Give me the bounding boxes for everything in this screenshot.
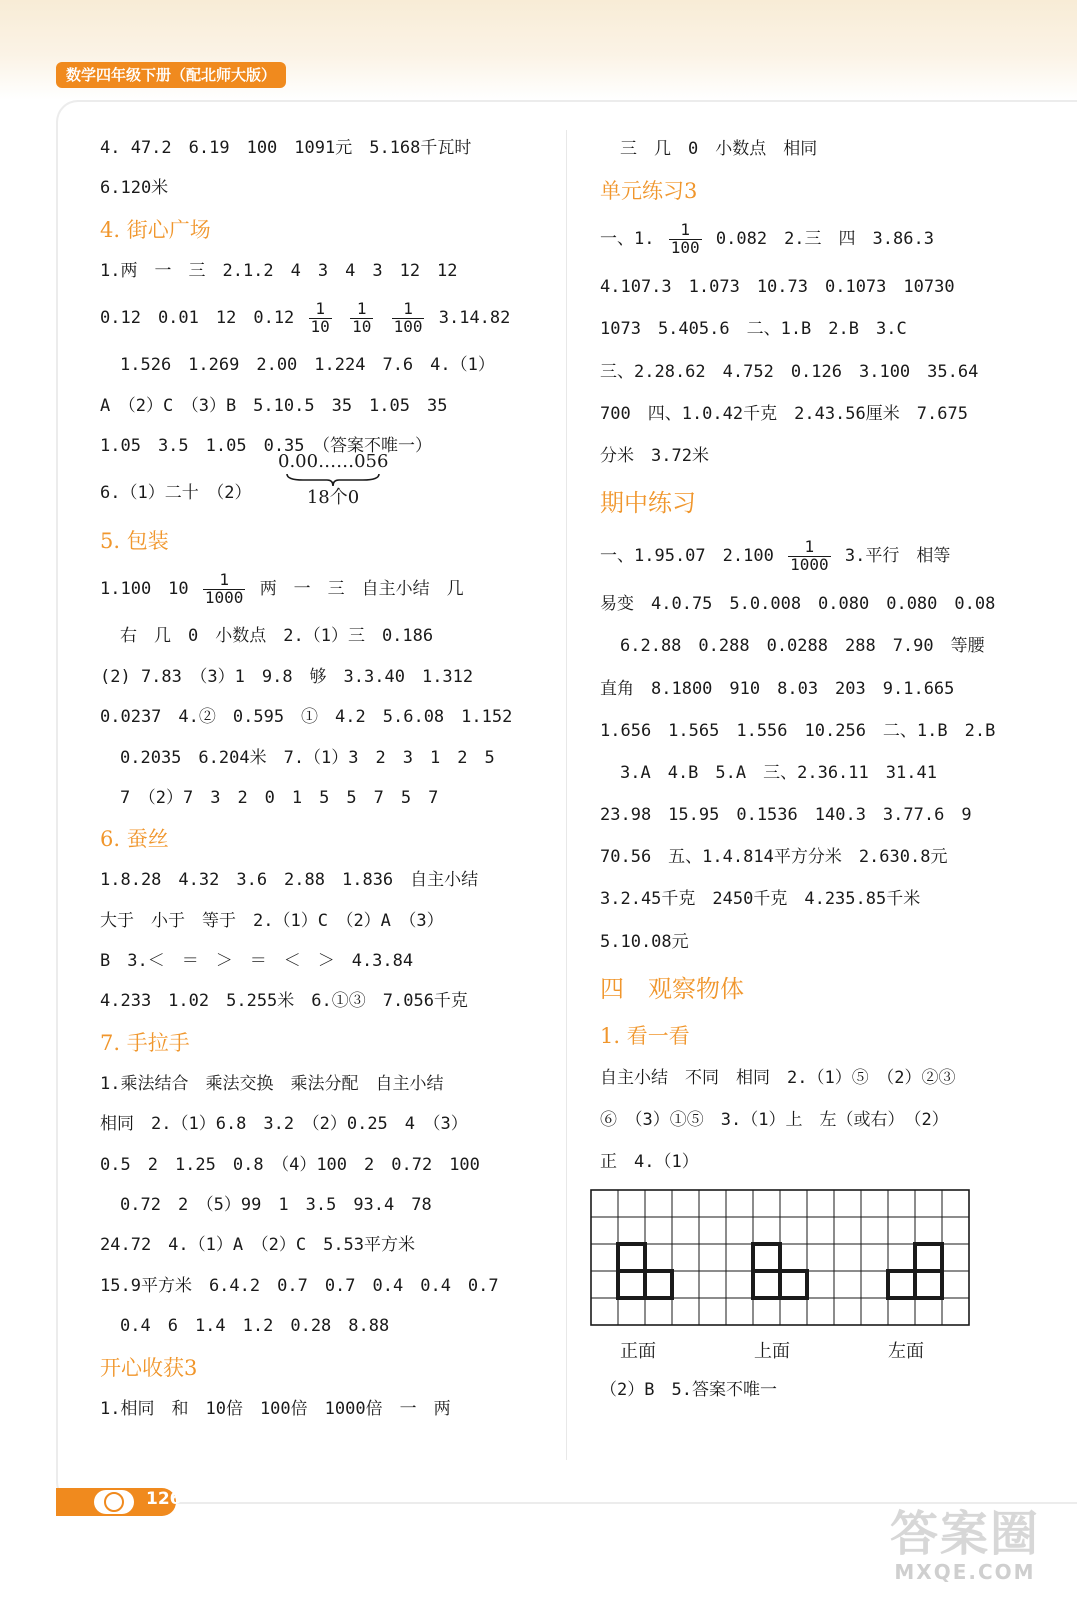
view-label-left: 左面 — [888, 1341, 924, 1363]
answer-line: 1.8.28 4.32 3.6 2.88 1.836 自主小结 — [100, 870, 479, 891]
answer-line: 1.两 一 三 2.1.2 4 3 4 3 12 12 — [100, 260, 458, 281]
answer-line — [600, 212, 1040, 266]
section-heading: 6. 蚕丝 — [100, 827, 169, 852]
fraction: $\frac{1}{1000}$ — [204, 570, 244, 607]
page-number: 126 — [146, 1489, 182, 1509]
fraction: $\frac{1}{100}$ — [670, 219, 700, 257]
grid-diagram — [590, 1189, 980, 1333]
chapter-heading: 四 观察物体 — [600, 974, 744, 1003]
watermark-text: 答案圈 — [889, 1506, 1040, 1562]
answer-line: 自主小结 不同 相同 2.（1）⑤ （2）②③ — [600, 1067, 956, 1088]
answer-line: 1073 5.405.6 二、1.B 2.B 3.C — [600, 319, 907, 340]
answer-line: 0.2035 6.204米 7.（1）3 2 3 1 2 5 — [120, 747, 495, 768]
answer-line: 大于 小于 等于 2.（1）C （2）A （3） — [100, 910, 444, 931]
answer-line: 右 几 0 小数点 2.（1）三 0.186 — [120, 626, 434, 647]
ring-icon — [94, 1490, 134, 1514]
section-heading: 期中练习 — [600, 489, 696, 518]
answer-line: 直角 8.1800 910 8.03 203 9.1.665 — [600, 678, 955, 699]
fraction: $\frac{1}{1000}$ — [790, 536, 829, 574]
answer-text: 一、1. — [600, 229, 655, 250]
answer-line — [100, 451, 540, 520]
answer-line: 0.5 2 1.25 0.8 （4）100 2 0.72 100 — [100, 1154, 480, 1175]
answer-line: 3.A 4.B 5.A 三、2.36.11 31.41 — [620, 762, 937, 783]
answer-line: 1.05 3.5 1.05 0.35 （答案不唯一） — [100, 435, 433, 456]
view-label-front: 正面 — [620, 1341, 656, 1363]
watermark-url: MXQE.COM — [894, 1560, 1036, 1584]
answer-line: 1.相同 和 10倍 100倍 1000倍 一 两 — [100, 1398, 451, 1419]
answer-line: 相同 2.（1）6.8 3.2 （2）0.25 4 （3） — [100, 1114, 468, 1135]
answer-line: 15.9平方米 6.4.2 0.7 0.7 0.4 0.4 0.7 — [100, 1275, 499, 1296]
answer-line: 1.乘法结合 乘法交换 乘法分配 自主小结 — [100, 1073, 444, 1094]
answer-line: 700 四、1.0.42千克 2.43.56厘米 7.675 — [600, 403, 968, 424]
answer-line: 4.107.3 1.073 10.73 0.1073 10730 — [600, 277, 955, 298]
fraction: $\frac{1}{10}$ — [352, 298, 372, 336]
answer-line: 4.233 1.02 5.255米 6.①③ 7.056千克 — [100, 991, 468, 1012]
underbrace-annotation — [278, 452, 388, 508]
answer-line: 23.98 15.95 0.1536 140.3 3.77.6 9 — [600, 805, 972, 826]
answer-line: 5.10.08元 — [600, 931, 689, 952]
answer-line: 三 几 0 小数点 相同 — [620, 139, 818, 159]
underbrace-icon — [283, 472, 383, 488]
answer-line: 70.56 五、1.4.814平方分米 2.630.8元 — [600, 847, 948, 868]
answer-line: 分米 3.72米 — [600, 445, 709, 466]
underbrace-top-text: 0.00……056 — [278, 451, 389, 473]
views-grid-figure — [600, 1189, 1040, 1369]
answer-line: 7 （2）7 3 2 0 1 5 5 7 5 7 — [120, 787, 439, 808]
answer-line: 0.4 6 1.4 1.2 0.28 8.88 — [120, 1316, 390, 1337]
watermark-logo — [865, 1508, 1065, 1592]
answer-line: 0.72 2 （5）99 1 3.5 93.4 78 — [120, 1195, 432, 1216]
answer-line: B 3.＜ ＝ ＞ ＝ ＜ ＞ 4.3.84 — [100, 951, 414, 972]
book-title-tag: 数学四年级下册（配北师大版） — [56, 62, 286, 88]
answer-line — [600, 529, 1040, 583]
view-label-top: 上面 — [754, 1341, 790, 1363]
answer-line: 1.656 1.565 1.556 10.256 二、1.B 2.B — [600, 720, 996, 741]
section-heading: 单元练习3 — [600, 179, 698, 204]
answer-line: 6.2.88 0.288 0.0288 288 7.90 等腰 — [620, 636, 985, 657]
answer-text: 0.12 0.01 12 0.12 — [100, 308, 295, 329]
answer-line: ⑥ （3）①⑤ 3.（1）上 左（或右） （2） — [600, 1110, 949, 1130]
answer-line: 易变 4.0.75 5.0.008 0.080 0.080 0.08 — [600, 594, 996, 615]
underbrace-bottom-text: 18个0 — [306, 487, 360, 509]
answer-line: 0.0237 4.② 0.595 ① 4.2 5.6.08 1.152 — [100, 707, 513, 728]
fraction: $\frac{1}{10}$ — [310, 298, 330, 336]
section-heading: 1. 看一看 — [600, 1023, 690, 1048]
left-column — [100, 128, 540, 1429]
answer-text: 两 一 三 自主小结 几 — [259, 579, 464, 600]
section-heading: 开心收获3 — [100, 1355, 198, 1380]
answer-text: 1.100 10 — [100, 579, 189, 600]
answer-line: 正 4.（1） — [600, 1152, 699, 1173]
answer-text: 一、1.95.07 2.100 — [600, 546, 774, 567]
answer-line: 6.120米 — [100, 178, 169, 199]
answer-line: 1.526 1.269 2.00 1.224 7.6 4.（1） — [120, 355, 495, 376]
answer-line: 3.2.45千克 2450千克 4.235.85千米 — [600, 889, 921, 910]
fraction: $\frac{1}{100}$ — [393, 298, 423, 336]
answer-text: 6.（1）二十 （2） — [100, 483, 252, 504]
answer-line: (2) 7.83 （3）1 9.8 够 3.3.40 1.312 — [100, 666, 474, 687]
answer-line: 三、2.28.62 4.752 0.126 3.100 35.64 — [600, 361, 979, 382]
section-heading: 4. 街心广场 — [100, 217, 211, 242]
answer-line: （2）B 5.答案不唯一 — [600, 1380, 777, 1401]
right-column — [600, 128, 1040, 1412]
answer-line: 24.72 4.（1）A （2）C 5.53平方米 — [100, 1235, 416, 1256]
answer-text: 3.平行 相等 — [844, 546, 951, 567]
answer-line — [100, 291, 540, 345]
answer-line — [100, 562, 540, 616]
answer-text: 0.082 2.三 四 3.86.3 — [715, 229, 934, 250]
section-heading: 5. 包装 — [100, 529, 169, 554]
column-divider — [566, 130, 567, 1460]
answer-line: 4. 47.2 6.19 100 1091元 5.168千瓦时 — [100, 138, 472, 158]
answer-line: A （2）C （3）B 5.10.5 35 1.05 35 — [100, 395, 448, 416]
answer-text: 3.14.82 — [438, 308, 511, 329]
section-heading: 7. 手拉手 — [100, 1030, 190, 1055]
